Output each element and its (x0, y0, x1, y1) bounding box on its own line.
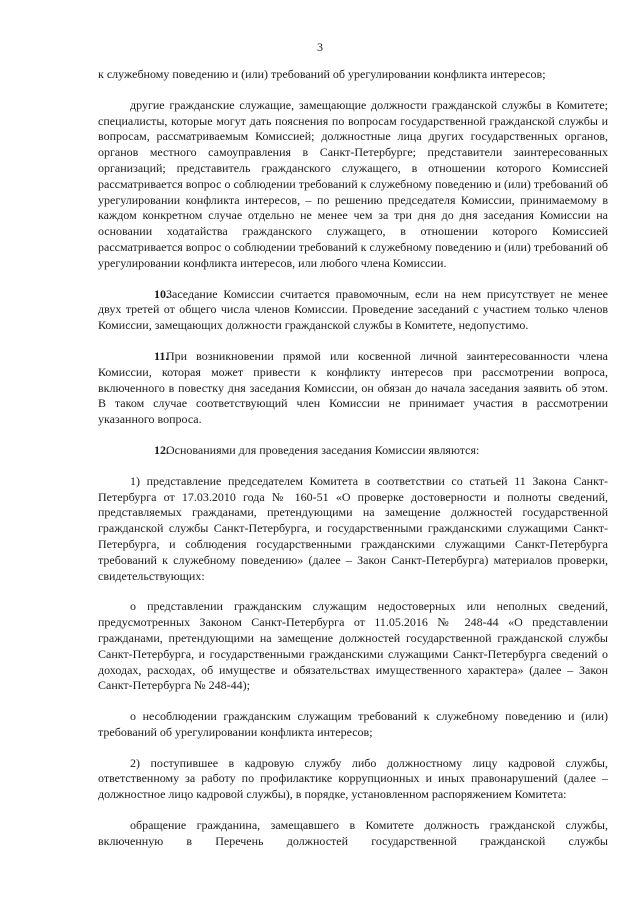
subitem-1: 1) представление председателем Комитета в соответствии со статьей 11 Закона Санкт-Петербурга от 17.03.2010 года № 160-51 «О проверке достоверности и полноты сведений, представляемых гражданами, претендующими на замещение должностей государственной гражданской службы Санкт-Петербурга, и государственными гражданскими служащими Санкт-Петербурга, и соблюдения государственными гражданскими служащими Санкт-Петербурга требований к служебному поведению» (далее – Закон Санкт-Петербурга) материалов проверки, свидетельствующих: (98, 473, 608, 583)
item-number-11: 11. (154, 348, 169, 363)
subitem-1-false-info: о представлении гражданским служащим недостоверных или неполных сведений, предусмотренных Законом Санкт-Петербурга от 11.05.2016 № 248-44 «О представлении гражданами, претендующими на замещение должностей государственной гражданской службы Санкт-Петербурга, и государственными гражданскими служащими Санкт-Петербурга сведений о доходах, расходах, об имуществе и обязательствах имущественного характера» (далее – Закон Санкт-Петербурга № 248-44); (98, 599, 608, 693)
page-number: 3 (317, 40, 323, 54)
item-number-12: 12. (154, 442, 169, 457)
item-number-10: 10. (154, 286, 169, 301)
paragraph-10 (98, 287, 608, 334)
paragraph-10-text: Заседание Комиссии считается правомочным, если на нем присутствует не менее двух третей от общего числа членов Комиссии. Проведение заседаний с участием только членов Комиссии, замещающих должности гражданской службы в Комитете, недопустимо. (98, 286, 608, 333)
paragraph-11-text: При возникновении прямой или косвенной личной заинтересованности члена Комиссии, которая может привести к конфликту интересов при рассмотрении вопроса, включенного в повестку дня заседания Комиссии, он обязан до начала заседания заявить об этом. В таком случае соответствующий член Комиссии не принимает участия в рассмотрении указанного вопроса. (98, 348, 608, 427)
paragraph-12-text: Основаниями для проведения заседания Комиссии являются: (166, 442, 480, 457)
paragraph-12 (98, 443, 608, 459)
document-body (98, 67, 608, 850)
subitem-2: 2) поступившее в кадровую службу либо должностному лицу кадровой службы, ответственному за работу по профилактике коррупционных и иных правонарушений (далее – должностное лицо кадровой службы), в порядке, установленном распоряжением Комитета: (98, 755, 608, 802)
subitem-1-noncompliance: о несоблюдении гражданским служащим требований к служебному поведению и (или) требований об урегулировании конфликта интересов; (98, 709, 608, 739)
subitem-2-appeal: обращение гражданина, замещавшего в Комитете должность гражданской службы, включенную в Перечень должностей государственной гражданской службы (98, 818, 608, 848)
paragraph-continuation: к служебному поведению и (или) требований об урегулировании конфликта интересов; (98, 67, 546, 81)
paragraph-11 (98, 349, 608, 428)
paragraph-other-participants: другие гражданские служащие, замещающие должности гражданской службы в Комитете; специалисты, которые могут дать пояснения по вопросам государственной гражданской службы и вопросам, рассматриваемым Комиссией; должностные лица других государственных органов, органов местного самоуправления в Санкт-Петербурге; представители заинтересованных организаций; представитель гражданского служащего, в отношении которого Комиссией рассматривается вопрос о соблюдении требований к служебному поведению и (или) требований об урегулировании конфликта интересов, – по решению председателя Комиссии, принимаемому в каждом конкретном случае отдельно не менее чем за три дня до дня заседания Комиссии на основании ходатайства гражданского служащего, в отношении которого Комиссией рассматривается вопрос о соблюдении требований к служебному поведению и (или) требований об урегулировании конфликта интересов, или любого члена Комиссии. (98, 97, 608, 270)
